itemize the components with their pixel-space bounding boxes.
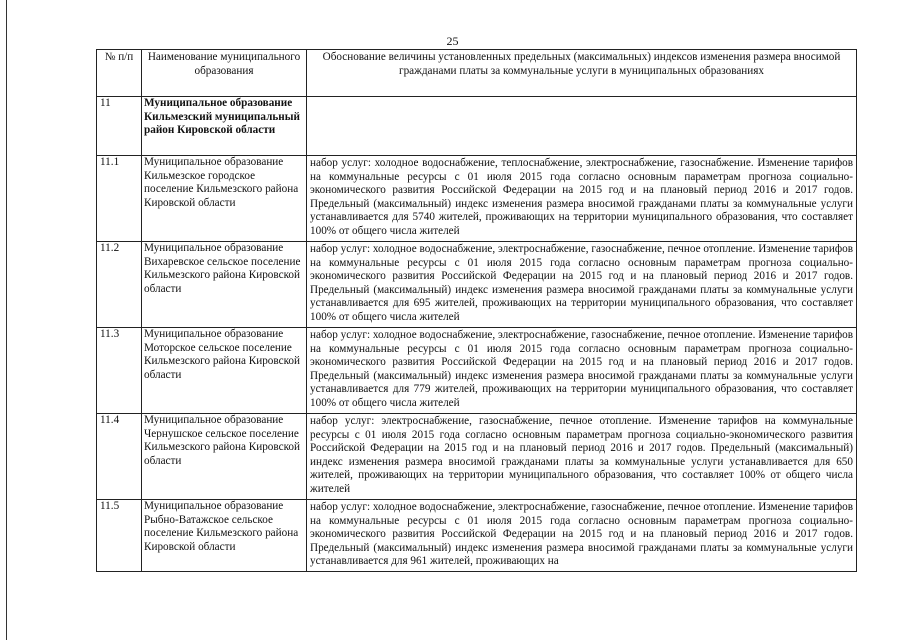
row-name: Муниципальное образование Моторское сельское поселение Кильмезского района Кировской области: [142, 328, 307, 414]
row-text: набор услуг: холодное водоснабжение, электроснабжение, газоснабжение, печное отопление. Изменение тарифов на коммунальные ресурсы с 01 июля 2015 года согласно основным параметрам прогноза социально-экономического развития Российской Федерации на 2015 год и на плановый период 2016 и 2017 годов. Предельный (максимальный) индекс изменения размера вносимой гражданами платы за коммунальные услуги устанавливается для 779 жителей, проживающих на территории муниципального образования, что составляет 100% от общего числа жителей: [307, 328, 857, 414]
table-row: [97, 328, 857, 414]
row-name: Муниципальное образование Кильмезский муниципальный район Кировской области: [142, 97, 307, 156]
table-row: [97, 500, 857, 572]
header-name: Наименование муниципального образования: [142, 50, 307, 97]
row-text: [307, 97, 857, 156]
page-number: 25: [446, 34, 459, 48]
row-name: Муниципальное образование Рыбно-Ватажское сельское поселение Кильмезского района Кировской области: [142, 500, 307, 572]
table-row: [97, 97, 857, 156]
row-text: набор услуг: холодное водоснабжение, электроснабжение, газоснабжение, печное отопление. Изменение тарифов на коммунальные ресурсы с 01 июля 2015 года согласно основным параметрам прогноза социально-экономического развития Российской Федерации на 2015 год и на плановый период 2016 и 2017 годов. Предельный (максимальный) индекс изменения размера вносимой гражданами платы за коммунальные услуги устанавливается для 961 жителей, проживающих на: [307, 500, 857, 572]
row-text: набор услуг: холодное водоснабжение, электроснабжение, газоснабжение, печное отопление. Изменение тарифов на коммунальные ресурсы с 01 июля 2015 года согласно основным параметрам прогноза социально-экономического развития Российской Федерации на 2015 год и на плановый период 2016 и 2017 годов. Предельный (максимальный) индекс изменения размера вносимой гражданами платы за коммунальные услуги устанавливается для 695 жителей, проживающих на территории муниципального образования, что составляет 100% от общего числа жителей: [307, 242, 857, 328]
row-text: набор услуг: холодное водоснабжение, теплоснабжение, электроснабжение, газоснабжение. Изменение тарифов на коммунальные ресурсы с 01 июля 2015 года согласно основным параметрам прогноза социально-экономического развития Российской Федерации на 2015 год и на плановый период 2016 и 2017 годов. Предельный (максимальный) индекс изменения размера вносимой гражданами платы за коммунальные услуги устанавливается для 5740 жителей, проживающих на территории муниципального образования, что составляет 100% от общего числа жителей: [307, 156, 857, 242]
page-margin-line: [6, 0, 7, 640]
row-num: 11.3: [97, 328, 142, 414]
header-basis: Обоснование величины установленных предельных (максимальных) индексов изменения размера вносимой гражданами платы за коммунальные услуги в муниципальных образованиях: [307, 50, 857, 97]
row-name: Муниципальное образование Вихаревское сельское поселение Кильмезского района Кировской области: [142, 242, 307, 328]
row-num: 11: [97, 97, 142, 156]
table-row: [97, 242, 857, 328]
row-name: Муниципальное образование Чернушское сельское поселение Кильмезского района Кировской области: [142, 414, 307, 500]
row-num: 11.4: [97, 414, 142, 500]
header-num: № п/п: [97, 50, 142, 97]
row-name: Муниципальное образование Кильмезское городское поселение Кильмезского района Кировской области: [142, 156, 307, 242]
table-row: [97, 156, 857, 242]
row-num: 11.2: [97, 242, 142, 328]
table-header-row: [97, 50, 857, 97]
table-row: [97, 414, 857, 500]
row-num: 11.1: [97, 156, 142, 242]
tariff-index-table: [96, 49, 857, 572]
row-num: 11.5: [97, 500, 142, 572]
row-text: набор услуг: электроснабжение, газоснабжение, печное отопление. Изменение тарифов на коммунальные ресурсы с 01 июля 2015 года согласно основным параметрам прогноза социально-экономического развития Российской Федерации на 2015 год и на плановый период 2016 и 2017 годов. Предельный (максимальный) индекс изменения размера вносимой гражданами платы за коммунальные услуги устанавливается для 650 жителей, проживающих на территории муниципального образования, что составляет 100% от общего числа жителей: [307, 414, 857, 500]
